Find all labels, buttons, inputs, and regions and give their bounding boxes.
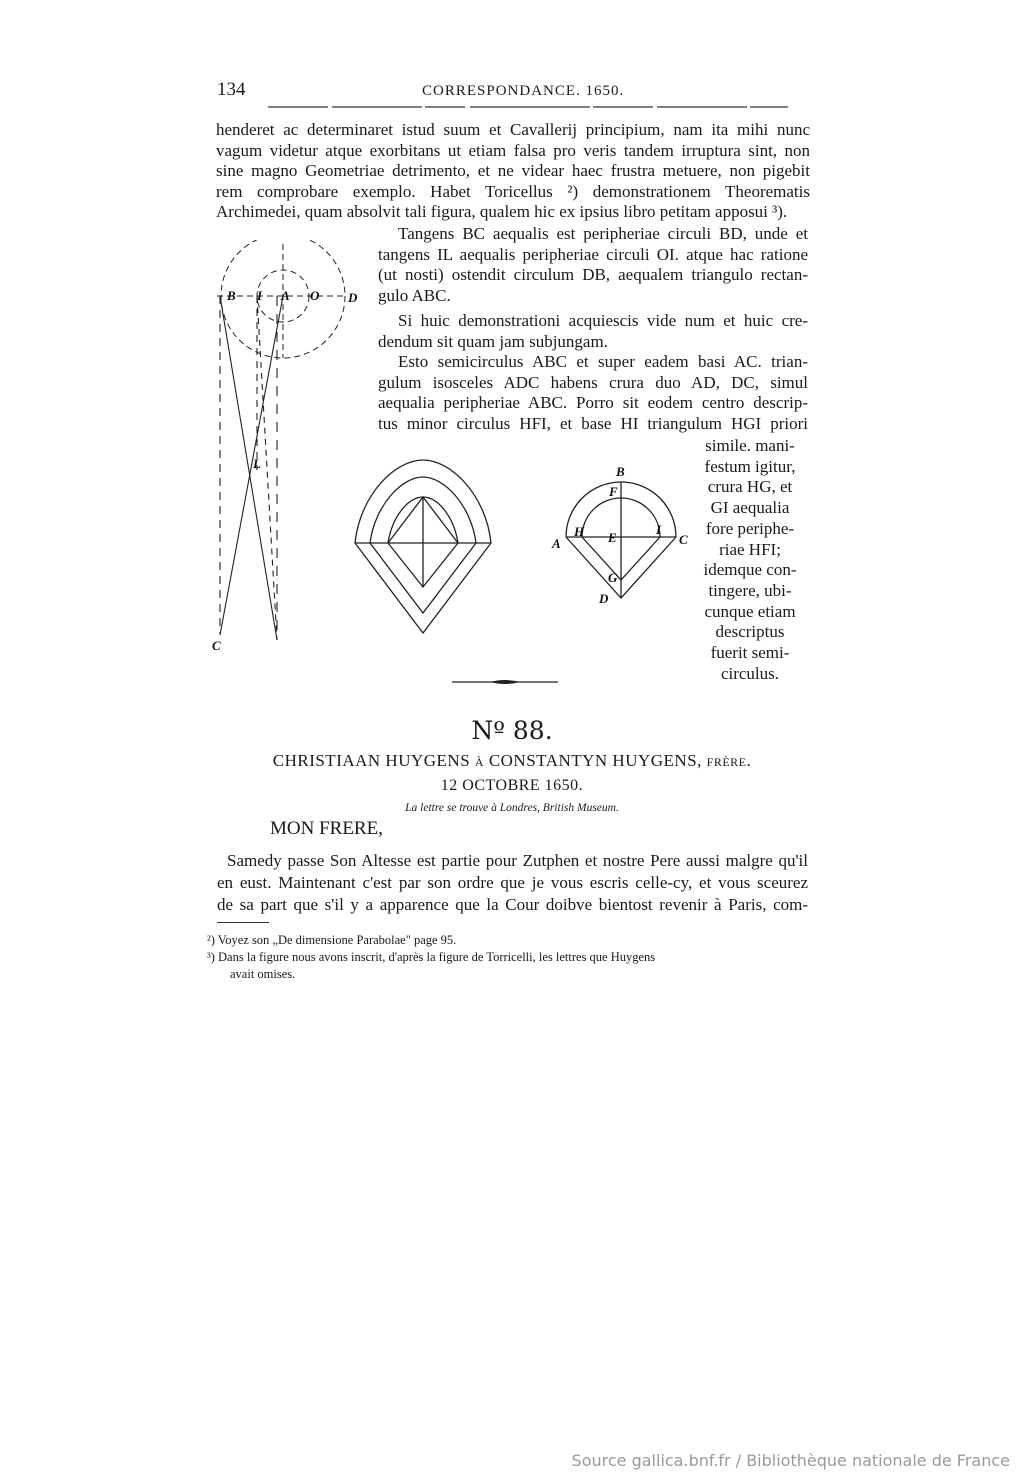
label-i: I: [257, 288, 263, 303]
text-line: vagum videtur atque exorbitans ut etiam falsa pro veris tandem irruptura sint, non: [216, 140, 810, 160]
text-line: Tangens BC aequalis est peripheriae circuli BD, unde et: [398, 224, 808, 243]
text-line: riae HFI;: [719, 539, 781, 559]
text-line: Archimedei, quam absolvit tali figura, qualem hic ex ipsius libro petitam apposui ³).: [216, 202, 788, 222]
label-d: D: [599, 591, 609, 606]
letter-body: [217, 850, 808, 916]
text-line: GI aequalia: [710, 498, 790, 518]
paragraph-esto: [378, 352, 808, 434]
text-line: cunque etiam: [704, 601, 796, 621]
letter-number: Nº 88.: [471, 716, 553, 745]
text-line: aequalia peripheriae ABC. Porro sit eodem centro descrip-: [378, 393, 808, 413]
text-line: crura HG, et: [707, 477, 793, 497]
side-column: [690, 436, 810, 684]
label-l: L: [253, 456, 261, 471]
text-line: en eust. Maintenant c'est par son ordre que je vous escris celle-cy, et vous sceurez: [217, 873, 808, 892]
figure-nested-arches: [350, 455, 500, 640]
label-c: C: [679, 532, 688, 547]
text-line: fore periphe-: [705, 518, 795, 538]
text-line: de sa part que s'il y a apparence que la Cour doibve bientost revenir à Paris, com-: [217, 895, 808, 914]
text-line: henderet ac determinaret istud suum et Cavallerij principium, nam ita mihi nunc: [216, 120, 810, 139]
label-a: A: [281, 288, 290, 303]
running-title: CORRESPONDANCE. 1650.: [422, 83, 625, 99]
text-line: rem comprobare exemplo. Habet Toricellus ²) demonstrationem Theorematis: [216, 181, 810, 201]
page-number: 134: [217, 79, 246, 100]
footnote-rule: [217, 922, 269, 923]
text-line: Samedy passe Son Altesse est partie pour Zutphen et nostre Pere aussi malgre qu'il: [227, 851, 808, 870]
text-line: Esto semicirculus ABC et super eadem basi AC. trian-: [398, 352, 808, 371]
label-o: O: [310, 288, 320, 303]
footnote-3: ³) Dans la figure nous avons inscrit, d'après la figure de Torricelli, les lettres que Huygens: [207, 950, 656, 964]
label-i: I: [656, 522, 662, 537]
letter-date: 12 OCTOBRE 1650.: [440, 777, 584, 794]
footnote-2: ²) Voyez son „De dimensione Parabolae" page 95.: [207, 933, 457, 947]
text-line: tangens IL aequalis peripheriae circuli OI. atque hac ratione: [378, 244, 808, 264]
label-g: G: [608, 570, 618, 585]
text-line: gulum isosceles ADC habens crura duo AD, DC, simul: [378, 372, 808, 392]
ornament-divider: [452, 678, 558, 686]
text-line: descriptus: [715, 622, 785, 642]
text-line: simile. mani-: [705, 436, 795, 455]
label-b: B: [227, 288, 236, 303]
source-credit[interactable]: Source gallica.bnf.fr / Bibliothèque nationale de France: [571, 1451, 1010, 1470]
label-d: D: [348, 290, 358, 305]
figure-torricelli: [205, 240, 365, 660]
label-h: H: [574, 524, 585, 539]
header-rule: [268, 104, 788, 110]
label-b: B: [616, 464, 625, 479]
top-paragraph: [216, 120, 810, 223]
text-line: tus minor circulus HFI, et base HI triangulum HGI priori: [378, 413, 808, 433]
paragraph-si-huic: [378, 311, 808, 352]
text-line: idemque con-: [703, 560, 797, 580]
text-line: circulus.: [720, 663, 780, 683]
text-line: tingere, ubi-: [708, 580, 792, 600]
text-line: Si huic demonstrationi acquiescis vide num et huic cre-: [398, 311, 808, 330]
label-e: E: [608, 530, 617, 545]
text-line: fuerit semi-: [710, 643, 790, 663]
figure-semicircle-abc: [548, 458, 698, 608]
label-a: A: [552, 536, 561, 551]
label-c: C: [212, 638, 221, 653]
text-line: festum igitur,: [704, 456, 796, 476]
paragraph-tangens: [378, 224, 808, 306]
text-line: sine magno Geometriae detrimento, et ne videar haec frustra metuere, non pigebit: [216, 161, 810, 181]
text-line: gulo ABC.: [378, 285, 451, 305]
text-line: dendum sit quam jam subjungam.: [378, 331, 608, 351]
letter-title: CHRISTIAAN HUYGENS à CONSTANTYN HUYGENS, frère.: [272, 751, 752, 770]
label-f: F: [609, 484, 618, 499]
letter-salutation: MON FRERE,: [270, 818, 383, 839]
footnote-3-continued: avait omises.: [230, 967, 296, 981]
text-line: (ut nosti) ostendit circulum DB, aequalem triangulo rectan-: [378, 265, 808, 285]
letter-source-note: La lettre se trouve à Londres, British Museum.: [405, 802, 619, 814]
